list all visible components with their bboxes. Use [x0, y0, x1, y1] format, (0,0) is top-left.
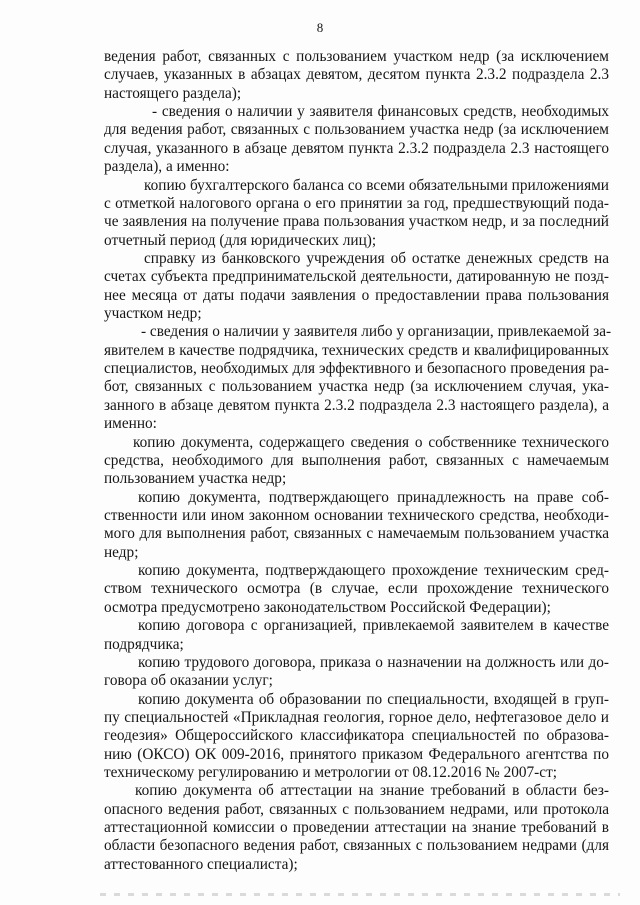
text-line: копию бухгалтерского баланса со всеми обязательными приложениями	[144, 176, 609, 194]
text-line: - сведения о наличии у заявителя либо у организации, привлекаемой за-	[141, 323, 612, 341]
text-line: мого для выполнения работ, связанных с намечаемым пользованием участка	[104, 525, 609, 543]
text-line: случая, указанного в абзаце девятом пункта 2.3.2 подраздела 2.3 настоящего	[104, 139, 609, 157]
text-line: ством технического осмотра (в случае, если прохождение технического	[104, 580, 609, 598]
text-line: специалистов, необходимых для эффективного и безопасного проведения ра-	[104, 360, 609, 378]
text-line: средства, необходимого для выполнения работ, связанных с намечаемым	[104, 451, 609, 469]
text-line: участком недр;	[104, 305, 202, 323]
text-line: отчетный период (для юридических лиц);	[104, 231, 377, 249]
text-line: че заявления на получение права пользования участком недр, и за последний	[104, 213, 609, 231]
text-line: копию документа об аттестации на знание требований в области без-	[135, 782, 609, 800]
text-line: опасного ведения работ, связанных с пользованием недрами, или протокола	[104, 800, 609, 818]
text-line: занного в абзаце девятом пункта 2.3.2 подраздела 2.3 настоящего раздела), а	[104, 396, 609, 414]
text-line: справку из банковского учреждения об остатке денежных средств на	[144, 249, 609, 267]
text-line: нее месяца от даты подачи заявления о предоставлении права пользования	[104, 286, 609, 304]
text-line: ведения работ, связанных с пользованием участком недр (за исключением	[104, 48, 609, 65]
text-line: копию договора с организацией, привлекаемой заявителем в качестве	[138, 617, 609, 635]
text-line: говора об оказании услуг;	[104, 672, 273, 690]
text-line: для ведения работ, связанных с пользованием участка недр (за исключением	[104, 121, 609, 139]
body-text	[104, 48, 612, 874]
text-line: копию документа, содержащего сведения о собственнике технического	[133, 433, 609, 451]
text-line: счетах субъекта предпринимательской деятельности, датированную не позд-	[104, 268, 609, 286]
text-line: явителем в качестве подрядчика, технических средств и квалифицированных	[104, 341, 609, 359]
text-line: раздела), а именно:	[104, 158, 230, 176]
text-line: пользованием участка недр;	[104, 470, 287, 488]
text-line: копию трудового договора, приказа о назначении на должность или до-	[138, 653, 609, 671]
text-line: бот, связанных с пользованием участка недр (за исключением случая, ука-	[104, 378, 609, 396]
text-line: аттестационной комиссии о проведении аттестации на знание требований в	[104, 819, 609, 837]
text-line: копию документа об образовании по специальности, входящей в груп-	[138, 690, 609, 708]
page-number: 8	[316, 20, 324, 35]
text-line: случаев, указанных в абзацах девятом, десятом пункта 2.3.2 подраздела 2.3	[104, 66, 609, 84]
scan-edge-artifact	[100, 893, 620, 896]
text-line: с отметкой налогового органа о его принятии за год, предшествующий пода-	[104, 194, 609, 212]
text-line: геодезия» Общероссийского классификатора специальностей по образова-	[104, 727, 609, 745]
text-line: недр;	[104, 543, 139, 561]
text-line: - сведения о наличии у заявителя финансовых средств, необходимых	[152, 103, 609, 121]
text-line: области безопасного ведения работ, связанных с пользованием недрами (для	[104, 837, 609, 855]
text-line: техническому регулированию и метрологии от 08.12.2016 № 2007-ст;	[104, 764, 557, 782]
text-line: ственности или ином законном основании технического средства, необходи-	[104, 506, 609, 524]
text-line: аттестованного специалиста);	[104, 855, 298, 873]
text-line: нию (ОКСО) ОК 009-2016, принятого приказом Федерального агентства по	[104, 745, 609, 763]
text-line: пу специальностей «Прикладная геология, горное дело, нефтегазовое дело и	[104, 708, 609, 726]
text-line: подрядчика;	[104, 635, 184, 653]
text-line: именно:	[104, 415, 157, 433]
text-line: настоящего раздела);	[104, 84, 242, 102]
text-line: копию документа, подтверждающего принадлежность на праве соб-	[138, 488, 609, 506]
text-line: осмотра предусмотрено законодательством Российской Федерации);	[104, 598, 551, 616]
text-line: копию документа, подтверждающего прохождение техническим сред-	[138, 562, 609, 580]
